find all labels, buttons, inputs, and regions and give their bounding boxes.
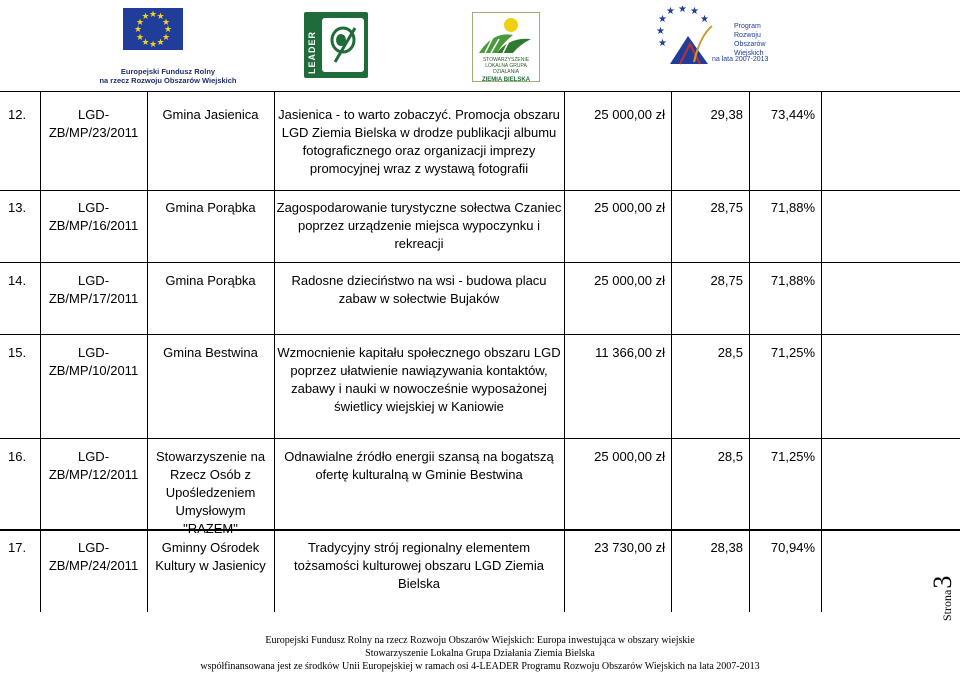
application-code-line: ZB/MP/12/2011 bbox=[48, 467, 139, 482]
project-title-line: zabaw w sołectwie Bujaków bbox=[338, 291, 500, 306]
eu-star-icon: ★ bbox=[141, 11, 150, 21]
footer-line-2: Stowarzyszenie Lokalna Grupa Działania Ziemia Bielska bbox=[365, 648, 595, 659]
lgd-ziemia-bielska-logo bbox=[472, 12, 540, 82]
beneficiary-line: Gmina Porąbka bbox=[165, 200, 256, 215]
row-number-line: 15. bbox=[8, 345, 27, 360]
project-title-line: fotograficznego oraz organizacji imprezy bbox=[302, 143, 536, 158]
beneficiary bbox=[151, 344, 270, 362]
eu-star-icon: ★ bbox=[149, 9, 158, 19]
project-title bbox=[276, 344, 562, 416]
percent bbox=[755, 448, 815, 466]
points-line: 28,5 bbox=[717, 449, 743, 464]
amount bbox=[570, 344, 665, 362]
prow-text-line1: Program bbox=[734, 23, 761, 30]
beneficiary-line: Gmina Bestwina bbox=[163, 345, 258, 360]
application-code-line: ZB/MP/16/2011 bbox=[48, 218, 139, 233]
beneficiary-line: Umysłowym bbox=[175, 503, 246, 518]
svg-text:★: ★ bbox=[666, 6, 675, 17]
amount-line: 23 730,00 zł bbox=[594, 540, 665, 555]
eu-star-icon: ★ bbox=[156, 36, 165, 47]
project-title-line: Jasienica - to warto zobaczyć. Promocja obszaru bbox=[278, 107, 560, 122]
percent-line: 71,88% bbox=[770, 200, 815, 215]
amount-line: 11 366,00 zł bbox=[595, 345, 665, 360]
application-code bbox=[40, 199, 147, 235]
application-code bbox=[40, 539, 147, 575]
percent-line: 70,94% bbox=[770, 540, 815, 555]
application-code-line: LGD- bbox=[77, 107, 110, 122]
project-title-line: świetlicy wiejskiej w Kaniowie bbox=[334, 399, 504, 414]
application-code-line: ZB/MP/10/2011 bbox=[48, 363, 139, 378]
beneficiary bbox=[151, 199, 270, 217]
project-title bbox=[276, 539, 562, 593]
application-code-line: ZB/MP/23/2011 bbox=[48, 125, 139, 140]
application-code bbox=[40, 344, 147, 380]
percent-line: 73,44% bbox=[770, 107, 815, 122]
lgd-emblem-icon bbox=[473, 13, 539, 57]
project-title bbox=[276, 106, 562, 178]
lgd-name-text: ZIEMIA BIELSKA bbox=[481, 77, 531, 83]
project-title-line: Tradycyjny strój regionalny elementem bbox=[307, 540, 531, 555]
project-title-line: LGD Ziemia Bielska w drodze publikacji albumu bbox=[281, 125, 557, 140]
row-number bbox=[8, 272, 38, 290]
eu-star-icon: ★ bbox=[161, 31, 171, 42]
application-code-line: ZB/MP/24/2011 bbox=[48, 558, 139, 573]
lgd-small-text: STOWARZYSZENIE LOKALNA GRUPA DZIAŁANIA bbox=[482, 57, 530, 75]
eu-star-icon: ★ bbox=[141, 36, 150, 47]
eu-caption-line1: Europejski Fundusz Rolny bbox=[120, 67, 216, 76]
beneficiary-line: Gmina Jasienica bbox=[162, 107, 259, 122]
svg-text:★: ★ bbox=[658, 14, 667, 25]
project-title bbox=[276, 272, 562, 308]
amount-line: 25 000,00 zł bbox=[594, 449, 665, 464]
amount bbox=[570, 199, 665, 217]
amount bbox=[570, 539, 665, 557]
amount-line: 25 000,00 zł bbox=[594, 273, 665, 288]
points bbox=[677, 199, 743, 217]
points-line: 28,5 bbox=[717, 345, 743, 360]
points bbox=[677, 448, 743, 466]
project-title-line: tożsamości kulturowej obszaru LGD Ziemia bbox=[294, 558, 544, 573]
row-number bbox=[8, 344, 38, 362]
footer-line-3: współfinansowana jest ze środków Unii Europejskiej w ramach osi 4-LEADER Programu Rozwoju Obszarów Wiejskich na lata 2007-2013 bbox=[200, 661, 760, 672]
beneficiary-line: Stowarzyszenie na bbox=[155, 449, 266, 464]
project-title-line: ofertę kulturalną w Gminie Bestwina bbox=[315, 467, 523, 482]
eu-star-icon: ★ bbox=[164, 24, 173, 34]
points bbox=[677, 272, 743, 290]
beneficiary-line: "RAZEM" bbox=[183, 521, 238, 536]
eu-star-icon: ★ bbox=[134, 24, 143, 34]
application-code bbox=[40, 448, 147, 484]
eu-star-icon: ★ bbox=[156, 11, 165, 21]
beneficiary-line: Kultury w Jasienicy bbox=[155, 558, 266, 573]
eu-star-icon: ★ bbox=[136, 31, 145, 42]
project-title-line: rekreacji bbox=[394, 236, 444, 251]
application-code-line: LGD- bbox=[77, 540, 110, 555]
eu-star-icon: ★ bbox=[136, 16, 145, 27]
project-title-line: poprzez urządzenie miejsca wypoczynku i bbox=[297, 218, 541, 233]
row-number-line: 14. bbox=[8, 273, 27, 288]
eu-fund-caption bbox=[98, 67, 238, 85]
eu-star-icon: ★ bbox=[149, 39, 158, 49]
prow-logo-text bbox=[734, 22, 766, 58]
project-title-line: promocyjnej wraz z wystawą fotografii bbox=[309, 161, 529, 176]
project-title-line: Bielska bbox=[398, 576, 440, 591]
application-code-line: LGD- bbox=[77, 345, 110, 360]
percent-line: 71,25% bbox=[770, 449, 815, 464]
percent-line: 71,25% bbox=[770, 345, 815, 360]
project-title bbox=[276, 199, 562, 253]
beneficiary-line: Rzecz Osób z bbox=[170, 467, 251, 482]
page-label-text: Strona bbox=[940, 589, 954, 621]
svg-text:★: ★ bbox=[690, 6, 699, 17]
percent bbox=[755, 199, 815, 217]
application-code-line: LGD- bbox=[77, 273, 110, 288]
percent bbox=[755, 539, 815, 557]
points-line: 28,75 bbox=[710, 273, 743, 288]
prow-date-text: na lata 2007-2013 bbox=[712, 56, 769, 63]
row-number-line: 16. bbox=[8, 449, 27, 464]
percent bbox=[755, 106, 815, 124]
points-line: 29,38 bbox=[710, 107, 743, 122]
eu-star-icon: ★ bbox=[161, 16, 171, 27]
amount-line: 25 000,00 zł bbox=[594, 200, 665, 215]
beneficiary bbox=[151, 106, 270, 124]
svg-text:★: ★ bbox=[678, 6, 687, 15]
beneficiary bbox=[151, 539, 270, 575]
page-number: 3 bbox=[928, 575, 957, 589]
amount-line: 25 000,00 zł bbox=[594, 107, 665, 122]
amount bbox=[570, 448, 665, 466]
row-number bbox=[8, 539, 38, 557]
svg-text:★: ★ bbox=[700, 14, 709, 25]
row-number bbox=[8, 448, 38, 466]
beneficiary bbox=[151, 272, 270, 290]
amount bbox=[570, 106, 665, 124]
leader-logo-text: LEADER bbox=[307, 30, 317, 74]
row-number bbox=[8, 106, 38, 124]
points bbox=[677, 344, 743, 362]
project-title-line: Zagospodarowanie turystyczne sołectwa Czaniec bbox=[276, 200, 562, 215]
svg-text:★: ★ bbox=[658, 38, 667, 49]
prow-text-line3: Obszarów bbox=[734, 41, 766, 48]
percent bbox=[755, 344, 815, 362]
points bbox=[677, 539, 743, 557]
svg-text:★: ★ bbox=[656, 26, 665, 37]
prow-text-line4: Wiejskich bbox=[734, 50, 764, 57]
eu-caption-line2: na rzecz Rozwoju Obszarów Wiejskich bbox=[99, 76, 237, 85]
beneficiary bbox=[151, 448, 270, 538]
row-number-line: 13. bbox=[8, 200, 27, 215]
percent-line: 71,88% bbox=[770, 273, 815, 288]
footer-line-1: Europejski Fundusz Rolny na rzecz Rozwoju Obszarów Wiejskich: Europa inwestująca w obszary wiejskie bbox=[265, 635, 695, 646]
leader-emblem-icon bbox=[325, 24, 361, 66]
project-title-line: Wzmocnienie kapitału społecznego obszaru LGD bbox=[277, 345, 561, 360]
application-code bbox=[40, 272, 147, 308]
leader-logo bbox=[304, 12, 368, 78]
project-title-line: Radosne dzieciństwo na wsi - budowa placu bbox=[291, 273, 547, 288]
page-number-label bbox=[920, 565, 960, 621]
beneficiary-line: Gminny Ośrodek bbox=[161, 540, 260, 555]
application-code bbox=[40, 106, 147, 142]
project-title-line: poprzez ułatwienie nawiązywania kontaktów, bbox=[290, 363, 548, 378]
percent bbox=[755, 272, 815, 290]
prow-text-line2: Rozwoju bbox=[734, 32, 761, 39]
row-number bbox=[8, 199, 38, 217]
row-number-line: 17. bbox=[8, 540, 27, 555]
points-line: 28,38 bbox=[710, 540, 743, 555]
application-code-line: LGD- bbox=[77, 449, 110, 464]
project-title bbox=[276, 448, 562, 484]
beneficiary-line: Gmina Porąbka bbox=[165, 273, 256, 288]
beneficiary-line: Upośledzeniem bbox=[165, 485, 256, 500]
project-title-line: Odnawialne źródło energii szansą na bogatszą bbox=[284, 449, 554, 464]
points-line: 28,75 bbox=[710, 200, 743, 215]
points bbox=[677, 106, 743, 124]
project-title-line: zabawy i nauki w nowocześnie wyposażonej bbox=[291, 381, 547, 396]
application-code-line: ZB/MP/17/2011 bbox=[48, 291, 139, 306]
amount bbox=[570, 272, 665, 290]
application-code-line: LGD- bbox=[77, 200, 110, 215]
eu-flag-logo bbox=[123, 8, 183, 50]
row-number-line: 12. bbox=[8, 107, 27, 122]
